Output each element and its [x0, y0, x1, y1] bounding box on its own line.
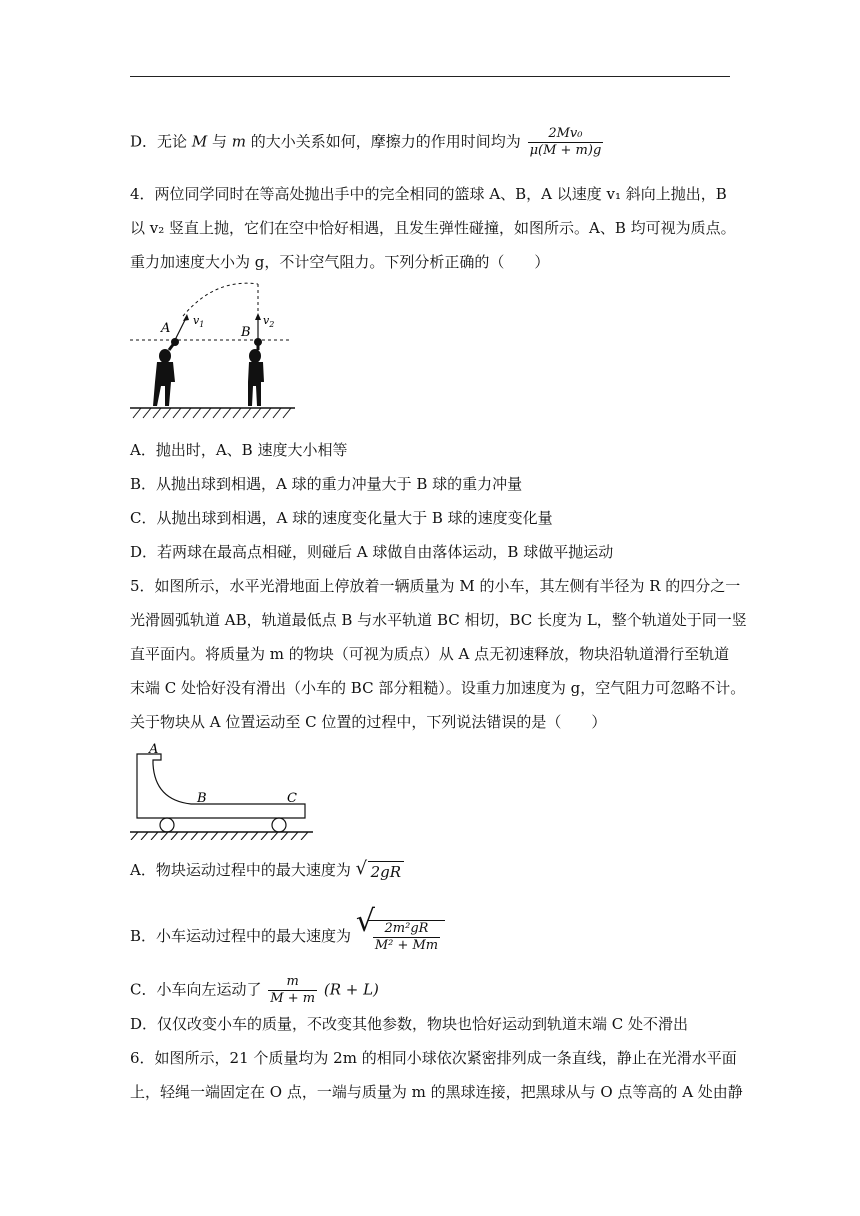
q5-b-denominator: M² + Mm	[374, 938, 439, 953]
q6-stem-line-1: 6．如图所示，21 个质量均为 2m 的相同小球依次紧密排列成一条直线，静止在光滑水平面	[130, 1049, 737, 1067]
label-v2: $v_2$	[263, 314, 275, 329]
q5-b-text: B．小车运动过程中的最大速度为	[130, 927, 352, 945]
q5-c-text: C．小车向左运动了	[130, 980, 262, 999]
q3-d-numerator: 2Mv₀	[528, 126, 604, 143]
q5-option-a	[130, 857, 404, 882]
label-B: B	[241, 325, 251, 340]
top-rule	[130, 76, 730, 77]
q5-b-numerator: 2m²gR	[373, 921, 440, 938]
q3-d-var-M: M	[191, 132, 208, 151]
v2-arrowhead	[255, 313, 261, 320]
q5-b-fraction	[373, 921, 440, 954]
player-a-silhouette	[153, 338, 179, 406]
q5-b-sqrt: √ $\frac{\text{2m²gR}}{\text{M² + Mm}}$	[356, 920, 445, 954]
q5-stem-line-1: 5．如图所示，水平光滑地面上停放着一辆质量为 M 的小车，其左侧有半径为 R 的四分之一	[130, 577, 741, 595]
q5-stem-line-3: 直平面内。将质量为 m 的物块（可视为质点）从 A 点无初速释放，物块沿轨道滑行至轨道	[130, 645, 730, 663]
q5-figure-cart	[125, 740, 320, 840]
cart-body	[137, 754, 305, 818]
q4-option-b: B．从抛出球到相遇，A 球的重力冲量大于 B 球的重力冲量	[130, 475, 523, 493]
q4-option-d: D．若两球在最高点相碰，则碰后 A 球做自由落体运动，B 球做平抛运动	[130, 543, 614, 561]
q4-option-c: C．从抛出球到相遇，A 球的速度变化量大于 B 球的速度变化量	[130, 509, 553, 527]
label-A: A	[161, 321, 171, 336]
q3-d-and: 与	[211, 132, 227, 151]
q3-d-var-m: m	[231, 132, 246, 151]
label-C: C	[287, 791, 297, 806]
q5-stem-line-4: 末端 C 处恰好没有滑出（小车的 BC 部分粗糙）。设重力加速度为 g，空气阻力可忽略不计。	[130, 679, 746, 697]
q4-option-a: A．抛出时，A、B 速度大小相等	[130, 441, 348, 459]
q5-c-fraction	[268, 974, 317, 1007]
q4-figure-basketball	[125, 278, 305, 423]
label-v1: $v_1$	[193, 314, 205, 329]
q6-stem-line-2: 上，轻绳一端固定在 O 点，一端与质量为 m 的黑球连接，把黑球从与 O 点等高的 A 处由静	[130, 1083, 743, 1101]
q5-stem-line-5: 关于物块从 A 位置运动至 C 位置的过程中，下列说法错误的是（ ）	[130, 713, 607, 731]
q5-option-b	[130, 904, 445, 954]
q4-stem-line-1: 4．两位同学同时在等高处抛出手中的完全相同的篮球 A、B，A 以速度 v₁ 斜向上抛出，B	[130, 185, 727, 203]
q5-stem-line-2: 光滑圆弧轨道 AB，轨道最低点 B 与水平轨道 BC 相切，BC 长度为 L，整个轨道处于同一竖	[130, 611, 747, 629]
q3-d-denominator: μ(M + m)g	[529, 143, 602, 158]
trajectory-arc	[183, 283, 258, 316]
q3-option-d	[130, 126, 605, 159]
q5-c-tail: (R + L)	[323, 980, 379, 999]
q3-d-prefix: D．无论	[130, 132, 188, 151]
q5-c-denominator: M + m	[270, 991, 316, 1006]
q5-a-text: A．物块运动过程中的最大速度为	[130, 861, 351, 879]
q5-c-numerator: m	[268, 974, 317, 991]
q3-d-text: 的大小关系如何，摩擦力的作用时间均为	[250, 132, 521, 151]
q5-a-sqrt: √ 2gR	[356, 861, 404, 882]
player-b-silhouette	[248, 338, 264, 406]
q5-option-d: D．仅仅改变小车的质量，不改变其他参数，物块也恰好运动到轨道末端 C 处不滑出	[130, 1015, 689, 1033]
wheel-left	[160, 818, 174, 832]
q4-stem-line-2: 以 v₂ 竖直上抛，它们在空中恰好相遇，且发生弹性碰撞，如图所示。A、B 均可视为质点。	[130, 219, 736, 237]
ground-hatch	[133, 408, 291, 418]
ground-hatch	[131, 832, 308, 840]
label-B: B	[197, 791, 207, 806]
q5-option-c	[130, 974, 379, 1007]
q5-a-expr: 2gR	[368, 861, 404, 882]
label-A: A	[149, 742, 159, 757]
q3-d-fraction	[528, 126, 604, 159]
q4-stem-line-3: 重力加速度大小为 g，不计空气阻力。下列分析正确的（ ）	[130, 253, 550, 271]
wheel-right	[272, 818, 286, 832]
